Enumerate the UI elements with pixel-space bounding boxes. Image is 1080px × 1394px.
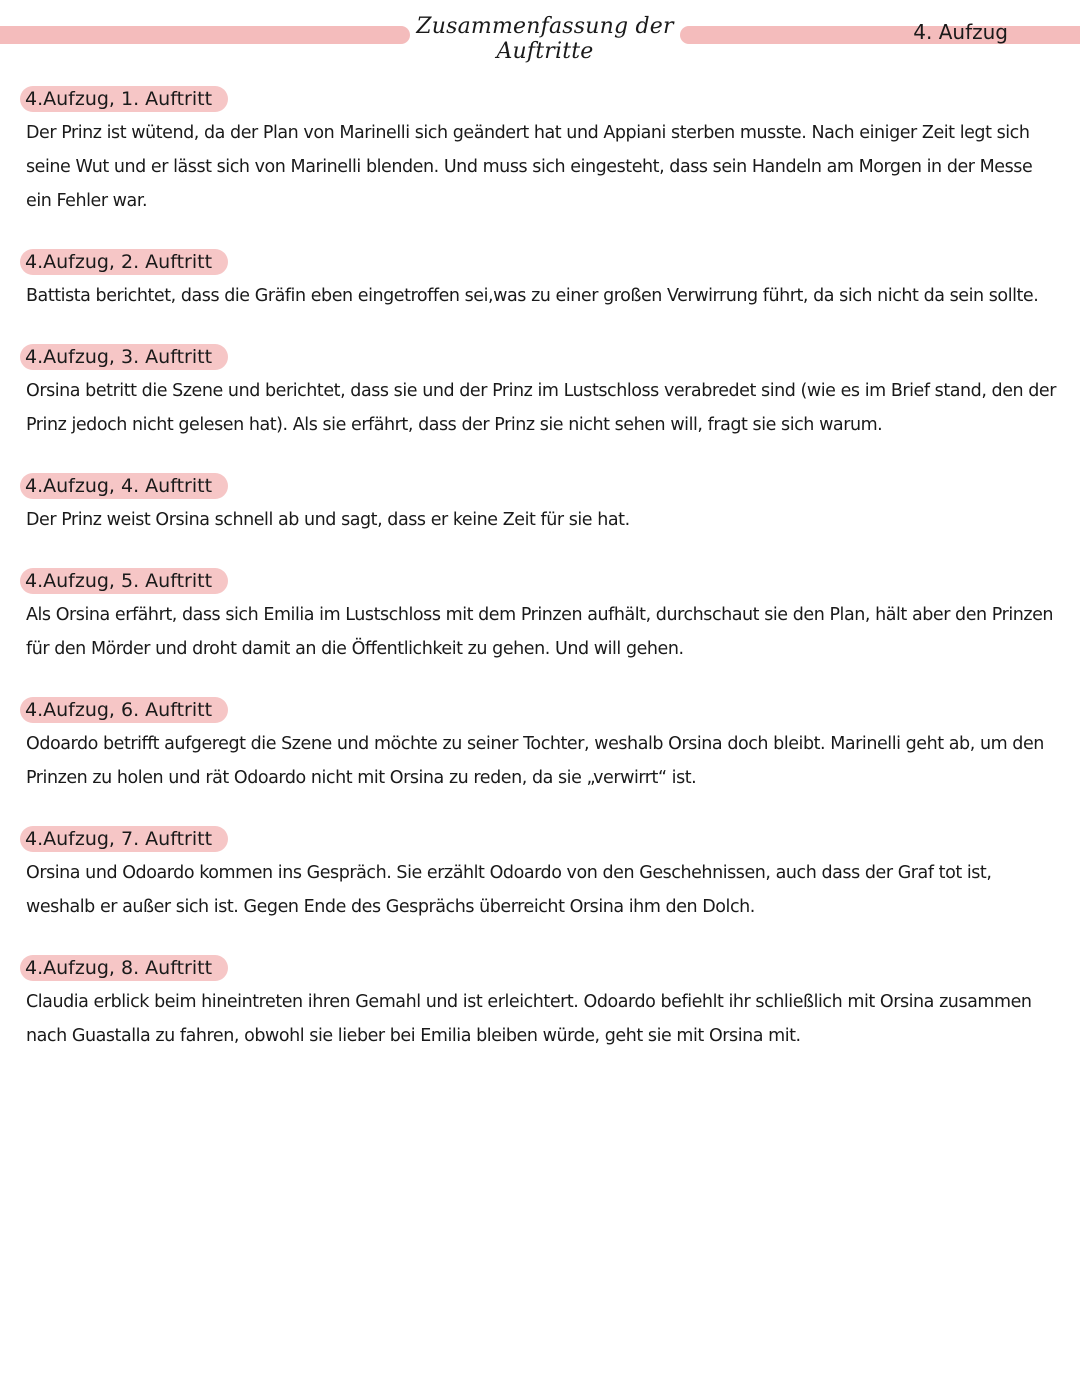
scene-7 <box>24 826 1058 924</box>
scene-heading: 4.Aufzug, 5. Auftritt <box>20 568 228 594</box>
scene-summary: Orsina und Odoardo kommen ins Gespräch. Sie erzählt Odoardo von den Geschehnissen, auch dass der Graf tot ist, weshalb er außer sich ist. Gegen Ende des Gesprächs überreicht Orsina ihm den Dolch. <box>26 863 992 917</box>
scene-3 <box>24 344 1058 442</box>
scene-heading: 4.Aufzug, 8. Auftritt <box>20 955 228 981</box>
scene-summary: Als Orsina erfährt, dass sich Emilia im Lustschloss mit dem Prinzen aufhält, durchschaut sie den Plan, hält aber den Prinzen für den Mörder und droht damit an die Öffentlichkeit zu gehen. Und will gehen. <box>26 605 1054 659</box>
scene-summary: Der Prinz weist Orsina schnell ab und sagt, dass er keine Zeit für sie hat. <box>26 510 630 530</box>
scene-summary: Battista berichtet, dass die Gräfin eben eingetroffen sei,was zu einer großen Verwirrung führt, da sich nicht da sein sollte. <box>26 286 1039 306</box>
scene-list <box>24 86 1058 1084</box>
scene-heading: 4.Aufzug, 3. Auftritt <box>20 344 228 370</box>
scene-summary: Orsina betritt die Szene und berichtet, dass sie und der Prinz im Lustschloss verabredet sind (wie es im Brief stand, den der Prinz jedoch nicht gelesen hat). Als sie erfährt, dass der Prinz sie nicht sehen will, fragt sie sich warum. <box>26 381 1056 435</box>
scene-summary: Der Prinz ist wütend, da der Plan von Marinelli sich geändert hat und Appiani sterben musste. Nach einiger Zeit legt sich seine Wut und er lässt sich von Marinelli blenden. Und muss sich eingesteht, dass sein Handeln am Morgen in der Messe ein Fehler war. <box>26 123 1033 211</box>
scene-heading: 4.Aufzug, 6. Auftritt <box>20 697 228 723</box>
header-band-right <box>680 26 1080 44</box>
scene-5 <box>24 568 1058 666</box>
scene-heading: 4.Aufzug, 1. Auftritt <box>20 86 228 112</box>
scene-heading: 4.Aufzug, 2. Auftritt <box>20 249 228 275</box>
page-title: Zusammenfassung der Auftritte <box>416 14 674 64</box>
scene-4 <box>24 473 1058 537</box>
scene-6 <box>24 697 1058 795</box>
header-band-left <box>0 26 410 44</box>
scene-2 <box>24 249 1058 313</box>
scene-1 <box>24 86 1058 218</box>
scene-summary: Claudia erblick beim hineintreten ihren Gemahl und ist erleichtert. Odoardo befiehlt ihr schließlich mit Orsina zusammen nach Guastalla zu fahren, obwohl sie lieber bei Emilia bleiben würde, geht sie mit Orsina mit. <box>26 992 1032 1046</box>
scene-8 <box>24 955 1058 1053</box>
act-label: 4. Aufzug <box>913 20 1008 44</box>
scene-heading: 4.Aufzug, 7. Auftritt <box>20 826 228 852</box>
scene-summary: Odoardo betrifft aufgeregt die Szene und möchte zu seiner Tochter, weshalb Orsina doch bleibt. Marinelli geht ab, um den Prinzen zu holen und rät Odoardo nicht mit Orsina zu reden, da sie „verwirrt“ ist. <box>26 734 1044 788</box>
scene-heading: 4.Aufzug, 4. Auftritt <box>20 473 228 499</box>
